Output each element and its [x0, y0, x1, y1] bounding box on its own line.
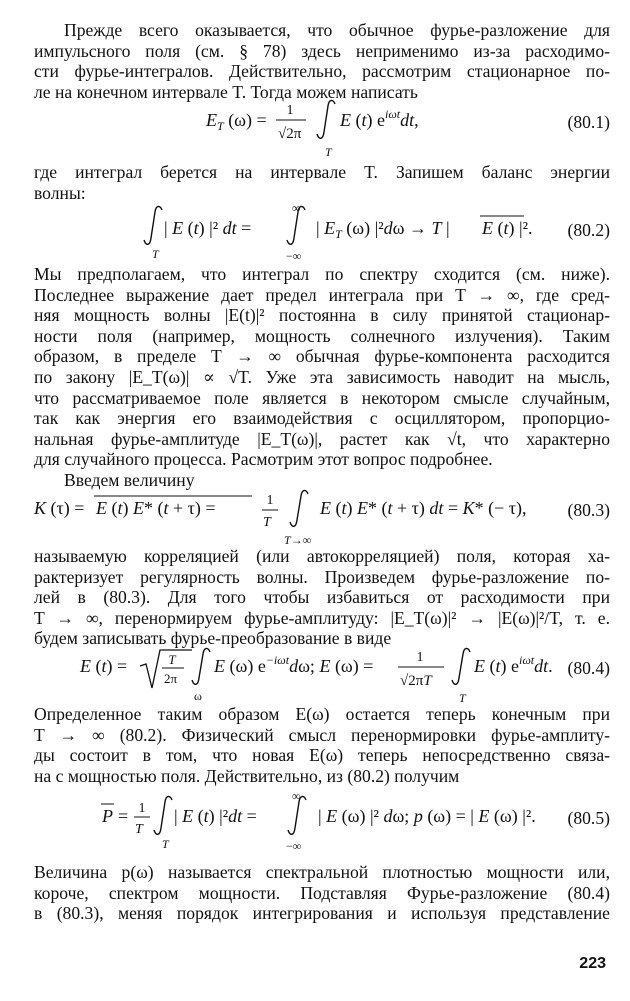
svg-text:E (t) eiωtdt,: E (t) $e^{i\omega t}dt$,: [340, 107, 419, 130]
text-line: Прежде всего оказывается, что обычное фурье-разложение для: [64, 20, 610, 40]
text-line: на с мощностью поля. Действительно, из (80.2) получим: [34, 765, 460, 786]
svg-text:1: 1: [266, 493, 274, 508]
equation-80-3: [34, 490, 610, 548]
text-line: будем записывать фурье-преобразование в виде: [34, 628, 392, 649]
text-line: ды состоит в том, что новая E(ω) теперь непосредственно связа-: [34, 745, 610, 766]
text-line: Определенное таким образом E(ω) остается теперь конечным при: [34, 704, 610, 724]
equation-80-1-formula: [34, 100, 514, 164]
equation-number: (80.1): [567, 112, 610, 132]
text-line: ле на конечном интервале T. Тогда можем написать: [34, 81, 418, 102]
text-line: так как энергия его взаимодействия с осциллятором, пропорцио-: [34, 408, 610, 429]
svg-text:E (ω) e−iωtdω; E (ω) =: E (ω) $e^{-i\omega t}d\omega$; E (ω) =: [214, 653, 374, 676]
svg-text:1: 1: [138, 801, 146, 816]
svg-text:2π: 2π: [164, 671, 178, 686]
svg-text:−∞: −∞: [286, 839, 302, 853]
equation-80-1: [34, 100, 610, 164]
svg-text:T: T: [152, 247, 159, 261]
text-line: называемую корреляцией (или автокорреляцией) поля, которая ха-: [34, 546, 610, 566]
text-line: что рассматриваемое поле является в некотором смысле случайным,: [34, 387, 610, 408]
svg-text:E (t) =: E (t) =: [80, 656, 128, 676]
svg-text:T→∞: T→∞: [284, 533, 312, 547]
svg-text:ET (ω) =: $E_T$ (ω) =: [206, 110, 267, 133]
svg-text:T: T: [263, 515, 271, 530]
svg-text:P: P: [102, 806, 113, 826]
paragraph-2: [34, 162, 610, 203]
equation-80-3-formula: [34, 490, 574, 548]
text-line: для случайного процесса. Расмотрим этот вопрос подробнее.: [34, 449, 493, 470]
text-line: короче, спектром мощности. Подставляя Фурье-разложение (80.4): [34, 882, 610, 903]
svg-text:E (t) eiωtdt.: E (t) $e^{i\omega t}dt$.: [474, 653, 553, 676]
svg-text:1: 1: [416, 650, 424, 665]
svg-text:E (t) E* (t + τ) =: E (t) E* (t + τ) =: [96, 498, 216, 518]
equation-80-4-formula: [34, 646, 574, 704]
equation-number: (80.4): [567, 658, 610, 678]
text-line: рактеризует регулярность волны. Произведем фурье-разложение по-: [34, 566, 610, 587]
text-line: образом, в пределе T → ∞ обычная фурье-компонента расходится: [34, 346, 610, 367]
svg-text:K (τ) =: K (τ) =: [34, 498, 85, 518]
equation-number: (80.3): [567, 500, 610, 520]
svg-text:T: T: [135, 822, 143, 837]
svg-text:√2πT: √2πT: [400, 673, 432, 689]
paragraph-1: [34, 20, 610, 102]
text-line: Величина p(ω) называется спектральной плотностью мощности или,: [34, 862, 610, 882]
equation-80-4: [34, 646, 610, 704]
svg-text:ω: ω: [194, 689, 202, 703]
page-number: 223: [579, 955, 606, 972]
text-line: Введем величину: [64, 469, 195, 490]
paragraph-5: [34, 704, 610, 786]
paragraph-4: [34, 546, 610, 649]
text-line: в (80.3), меняя порядок интегрирования и используя представление: [34, 903, 610, 924]
svg-text:=: =: [118, 806, 129, 826]
svg-text:T: T: [459, 691, 466, 705]
text-line: няя мощность волны |E(t)|² постоянна в силу принятой стационар-: [34, 305, 610, 326]
svg-text:E (t) E* (t + τ) dt = K* (− τ): E (t) E* (t + τ) dt = K* (− τ),: [320, 498, 527, 518]
svg-text:1: 1: [286, 103, 294, 118]
equation-80-5: [34, 786, 610, 852]
equation-80-5-formula: [34, 786, 574, 852]
paragraph-3: [34, 264, 610, 491]
text-line: импульсного поля (см. § 78) здесь неприменимо из-за расходимо-: [34, 40, 610, 61]
svg-text:∞: ∞: [292, 201, 301, 215]
equation-80-2-formula: [34, 200, 534, 262]
text-line: ности поля (например, мощность солнечного излучения). Таким: [34, 325, 610, 346]
svg-text:| E (t) |²dt =: | E (t) |²dt =: [174, 806, 257, 826]
equation-number: (80.5): [567, 808, 610, 828]
text-line: Последнее выражение дает предел интеграла при T → ∞, где сред-: [34, 284, 610, 305]
text-line: Мы предполагаем, что интеграл по спектру сходится (см. ниже).: [34, 264, 610, 284]
svg-text:T: T: [325, 145, 332, 159]
text-line: сти фурье-интегралов. Действительно, рассмотрим стационарное по-: [34, 61, 610, 82]
text-line: T → ∞ (80.2). Физический смысл перенормировки фурье-амплиту-: [34, 724, 610, 745]
svg-text:E (t) |².: E (t) |².: [482, 218, 533, 238]
svg-text:T: T: [168, 652, 176, 667]
text-line: лей в (80.3). Для того чтобы избавиться от расходимости при: [34, 587, 610, 608]
paragraph-6: [34, 862, 610, 924]
svg-text:−∞: −∞: [286, 249, 302, 263]
svg-text:| ET (ω) |²dω → T |: | $E_T$ (ω) |²dω → T |: [316, 218, 450, 241]
svg-text:| E (t) |² dt =: | E (t) |² dt =: [164, 218, 252, 238]
text-line: где интеграл берется на интервале T. Запишем баланс энергии: [34, 162, 610, 182]
equation-number: (80.2): [567, 220, 610, 240]
svg-text:| E (ω) |² dω; p (ω) = | E (ω: | E (ω) |² dω; p (ω) = | E (ω) |².: [318, 806, 536, 826]
svg-text:√2π: √2π: [278, 126, 302, 142]
text-line: нальная фурье-амплитуде |E_T(ω)|, растет как √t, что характерно: [34, 428, 610, 449]
svg-text:T: T: [162, 837, 169, 851]
equation-80-2: [34, 200, 610, 262]
text-line: по закону |E_T(ω)| ∝ √T. Уже эта зависимость наводит на мысль,: [34, 366, 610, 387]
text-line: волны:: [34, 182, 86, 203]
svg-text:∞: ∞: [292, 789, 301, 803]
text-line: T → ∞, перенормируем фурье-амплитуду: |E_T(ω)|² → |E(ω)|²/T, т. е.: [34, 607, 610, 628]
